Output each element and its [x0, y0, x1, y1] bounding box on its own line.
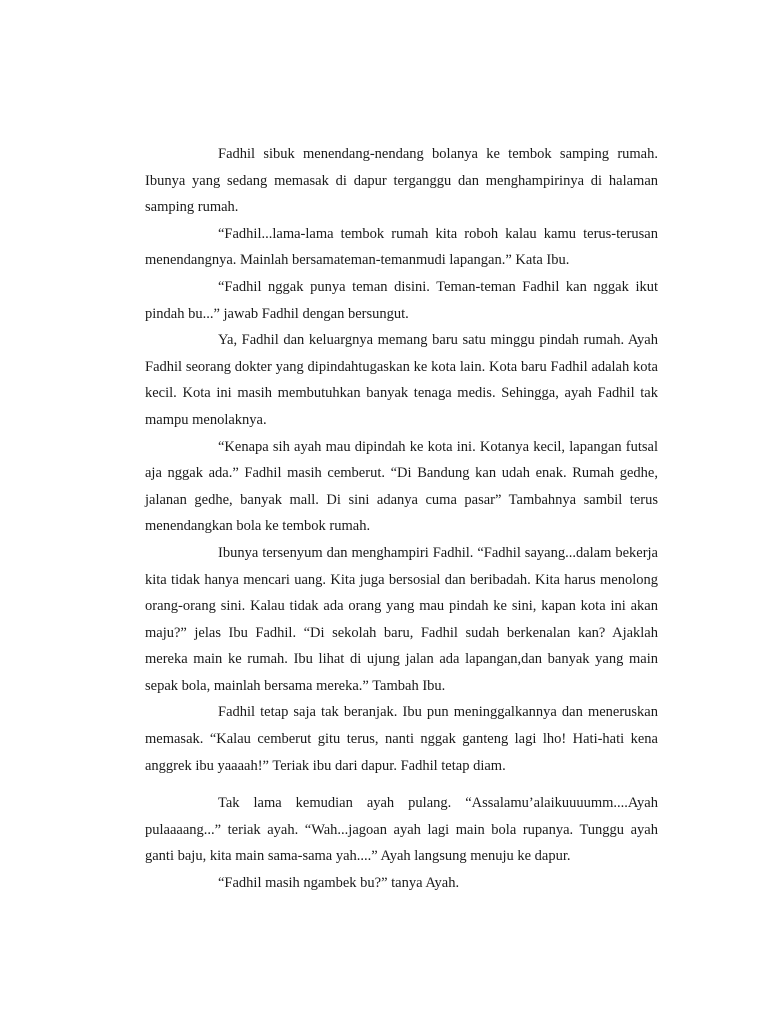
story-paragraph-4: Ya, Fadhil dan keluargnya memang baru satu minggu pindah rumah. Ayah Fadhil seorang dokter yang dipindahtugaskan ke kota lain. Kota baru Fadhil adalah kota kecil. Kota ini masih membutuhkan banyak tenaga medis. Sehingga, ayah Fadhil tak mampu menolaknya.	[145, 332, 658, 428]
story-paragraph-7: Fadhil tetap saja tak beranjak. Ibu pun meninggalkannya dan meneruskan memasak. “Kalau cemberut gitu terus, nanti nggak ganteng lagi lho! Hati-hati kena anggrek ibu yaaaah!” Teriak ibu dari dapur. Fadhil tetap diam.	[145, 704, 658, 774]
story-paragraph-5: “Kenapa sih ayah mau dipindah ke kota ini. Kotanya kecil, lapangan futsal aja nggak ada.” Fadhil masih cemberut. “Di Bandung kan udah enak. Rumah gedhe, jalanan gedhe, banyak mall. Di sini adanya cuma pasar” Tambahnya sambil terus menendangkan bola ke tembok rumah.	[145, 438, 658, 535]
story-paragraph-9: “Fadhil masih ngambek bu?” tanya Ayah.	[218, 875, 460, 892]
story-paragraph-8: Tak lama kemudian ayah pulang. “Assalamu’alaikuuuumm....Ayah pulaaaang...” teriak ayah. “Wah...jagoan ayah lagi main bola rupanya. Tunggu ayah ganti baju, kita main sama-sama yah....” Ayah langsung menuju ke dapur.	[145, 795, 658, 865]
story-paragraph-6: Ibunya tersenyum dan menghampiri Fadhil. “Fadhil sayang...dalam bekerja kita tidak hanya mencari uang. Kita juga bersosial dan beribadah. Kita harus menolong orang-orang sini. Kalau tidak ada orang yang mau pindah ke sini, kapan kota ini akan maju?” jelas Ibu Fadhil. “Di sekolah baru, Fadhil sudah berkenalan kan? Ajaklah mereka main ke rumah. Ibu lihat di ujung jalan ada lapangan,dan banyak yang main sepak bola, mainlah bersama mereka.” Tambah Ibu.	[145, 544, 658, 694]
story-paragraph-3: “Fadhil nggak punya teman disini. Teman-teman Fadhil kan nggak ikut pindah bu...” jawab Fadhil dengan bersungut.	[145, 278, 658, 322]
document-page	[145, 141, 658, 897]
story-paragraph-2: “Fadhil...lama-lama tembok rumah kita roboh kalau kamu terus-terusan menendangnya. Mainlah bersamateman-temanmudi lapangan.” Kata Ibu.	[145, 225, 658, 269]
story-paragraph-1: Fadhil sibuk menendang-nendang bolanya ke tembok samping rumah. Ibunya yang sedang memasak di dapur terganggu dan menghampirinya di halaman samping rumah.	[145, 146, 658, 216]
